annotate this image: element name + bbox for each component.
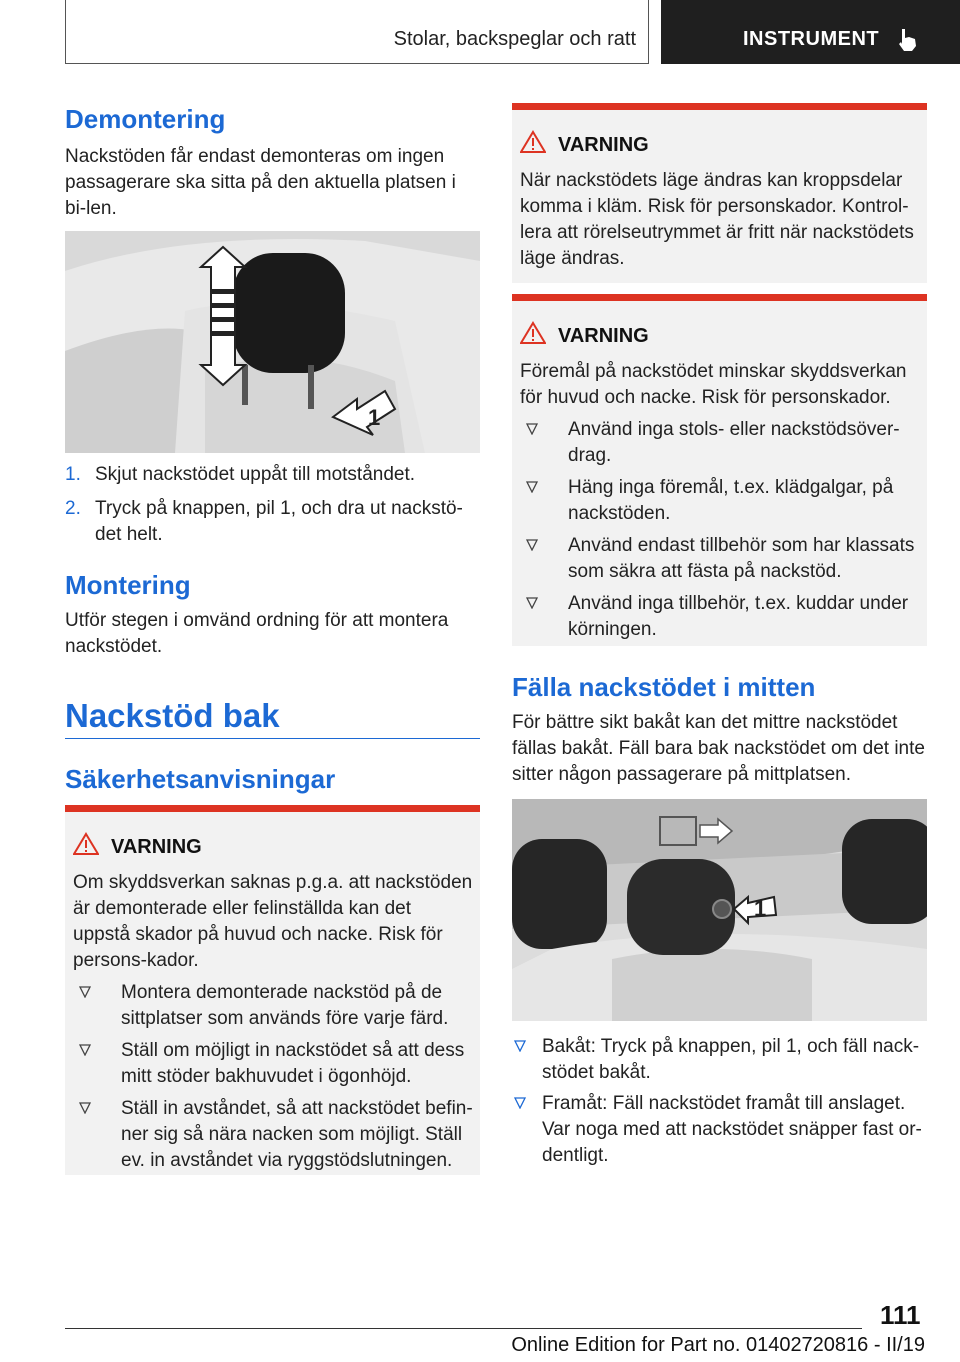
center-headrest-photo <box>512 799 927 1021</box>
bullet-text: Bakåt: Tryck på knappen, pil 1, och fäll nack-stödet bakåt. <box>542 1036 920 1083</box>
heading-montering: Montering <box>65 570 191 600</box>
step-text: Skjut nackstödet uppåt till motståndet. <box>95 464 416 485</box>
bullet-triangle-icon <box>526 597 538 609</box>
bullet-text: Ställ in avståndet, så att nackstödet befin-ner sig så nära nacken som möjligt. Ställ ev. in avståndet via ryggstödslutningen. <box>121 1098 473 1171</box>
heading-demontering: Demontering <box>65 104 226 134</box>
bullet-text: Häng inga föremål, t.ex. klädgalgar, på nackstöden. <box>568 477 894 524</box>
warning-triangle-icon <box>520 321 546 345</box>
warning-box <box>65 805 480 1175</box>
step-text: Tryck på knappen, pil 1, och dra ut nackstö-det helt. <box>95 498 463 545</box>
bullet-triangle-icon <box>79 1102 91 1114</box>
edition-text: Online Edition for Part no. 01402720816 - II/19 <box>511 1334 925 1356</box>
bullet-triangle-icon <box>526 481 538 493</box>
header-section-box <box>65 0 649 64</box>
bullet-triangle-icon <box>526 539 538 551</box>
warning-box <box>512 103 927 283</box>
demontering-text: Nackstöden får endast demonteras om ingen passagerare ska sitta på den aktuella platsen i bi-len. <box>65 146 456 219</box>
warning-label: VARNING <box>558 325 649 347</box>
warning-box <box>512 294 927 646</box>
section-title: Nackstöd bak <box>65 697 280 734</box>
pointing-hand-icon <box>895 26 921 52</box>
footer-rule <box>65 1328 862 1329</box>
bullet-text: Använd inga tillbehör, t.ex. kuddar under körningen. <box>568 593 909 640</box>
warning-text: Föremål på nackstödet minskar skyddsverkan för huvud och nacke. Risk för personskador. <box>520 361 907 408</box>
header-chapter-box <box>661 0 960 64</box>
heading-safety: Säkerhetsanvisningar <box>65 764 336 794</box>
bullet-text: Ställ om möjligt in nackstödet så att dess mitt stöder bakhuvudet i ögonhöjd. <box>121 1040 465 1087</box>
arrow-label-1: 1 <box>754 896 767 921</box>
warning-triangle-icon <box>73 832 99 856</box>
bullet-triangle-icon <box>526 423 538 435</box>
warning-text: Om skyddsverkan saknas p.g.a. att nackstöden är demonterade eller felinställda kan det uppstå skador på huvud och nacke. Risk för persons-kador. <box>73 872 473 971</box>
bullet-text: Använd endast tillbehör som har klassats som säkra att fästa på nackstöd. <box>568 535 915 582</box>
warning-label: VARNING <box>111 836 202 858</box>
warning-triangle-icon <box>520 130 546 154</box>
bullet-triangle-icon <box>79 986 91 998</box>
warning-text: När nackstödets läge ändras kan kroppsdelar komma i kläm. Risk för personskador. Kontrol-lera att rörelseutrymmet är fritt när nackstödets läge ändras. <box>520 170 914 269</box>
montering-text: Utför stegen i omvänd ordning för att montera nackstödet. <box>65 610 449 657</box>
bullet-triangle-icon <box>79 1044 91 1056</box>
warning-label: VARNING <box>558 134 649 156</box>
falla-text: För bättre sikt bakåt kan det mittre nackstödet fällas bakåt. Fäll bara bak nackstödet om det inte sitter någon passagerare på mittplatsen. <box>512 712 925 785</box>
header-chapter-title: INSTRUMENT <box>743 28 880 50</box>
bullet-text: Montera demonterade nackstöd på de sittplatser som används före varje färd. <box>121 982 449 1029</box>
heading-falla: Fälla nackstödet i mitten <box>512 672 816 702</box>
bullet-triangle-icon <box>514 1040 526 1052</box>
bullet-triangle-icon <box>514 1097 526 1109</box>
bullet-text: Använd inga stols- eller nackstödsöver-drag. <box>568 419 900 466</box>
step-number: 1. <box>65 464 81 485</box>
section-rule <box>65 738 480 739</box>
page-number: 111 <box>880 1300 921 1330</box>
header-section-title: Stolar, backspeglar och ratt <box>393 28 636 50</box>
step-number: 2. <box>65 498 81 519</box>
headrest-removal-photo <box>65 231 480 453</box>
arrow-label-1: 1 <box>368 405 381 430</box>
bullet-text: Framåt: Fäll nackstödet framåt till anslaget. Var noga med att nackstödet snäpper fast or-dentligt. <box>542 1093 922 1166</box>
